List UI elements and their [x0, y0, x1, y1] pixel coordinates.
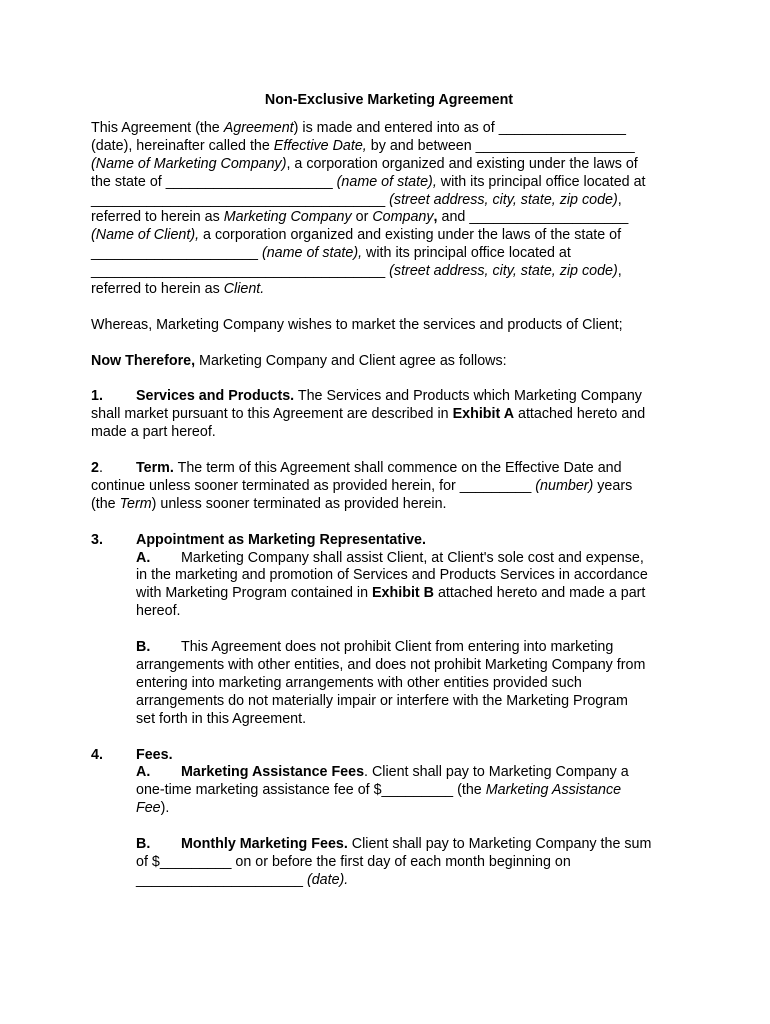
section-3b-line-2: arrangements with other entities, and does not prohibit Marketing Company from [136, 657, 646, 673]
subsection-heading: Marketing Assistance Fees [181, 764, 365, 781]
comma: , [433, 209, 438, 226]
term-marketing-assistance: Marketing Assistance [485, 782, 622, 799]
date-hint: (date). [306, 871, 349, 888]
text: attached hereto and made a part [433, 585, 646, 602]
section-3a-line-1 [136, 550, 687, 568]
intro-line-3 [91, 156, 687, 174]
text: The term of this Agreement shall commence on the Effective Date and [173, 460, 622, 477]
section-2-line-2 [91, 478, 687, 496]
text: referred to herein as [91, 281, 224, 298]
term-client: Client. [223, 281, 265, 298]
text: years [593, 477, 633, 494]
exhibit-a-ref: Exhibit A [452, 406, 515, 423]
text: Marketing Company and Client agree as follows: [195, 352, 507, 369]
address-blank: _____________________________________ [91, 191, 390, 208]
section-1 [91, 388, 687, 442]
term-term: Term [119, 495, 152, 512]
section-4b-line-2: of $_________ on or before the first day of each month beginning on [136, 853, 571, 870]
section-3b-line-1 [136, 639, 687, 657]
section-3-heading-line [91, 532, 687, 550]
section-number: 4. [91, 746, 103, 763]
state-blank: the state of _____________________ [91, 173, 337, 190]
name-hint: (Name of Marketing Company) [91, 155, 287, 172]
text: (date), hereinafter called the [91, 137, 274, 154]
section-3-b [136, 639, 687, 729]
date-blank: _____________________ [136, 871, 307, 888]
term-marketing-company: Marketing Company [223, 209, 352, 226]
state-blank: _____________________ [91, 245, 262, 262]
section-4b-line-1 [136, 836, 687, 854]
section-number: 3. [91, 531, 103, 548]
section-4b-line-3 [136, 872, 687, 890]
section-heading: Fees. [136, 746, 173, 763]
text: attached hereto and [514, 406, 646, 423]
intro-paragraph [91, 120, 687, 299]
section-1-line-3: made a part hereof. [91, 424, 216, 441]
intro-line-8 [91, 245, 687, 263]
document-title: Non-Exclusive Marketing Agreement [264, 92, 514, 108]
client-blank: and ____________________ [437, 209, 629, 226]
intro-line-9 [91, 263, 687, 281]
subsection-letter: A. [136, 764, 151, 781]
text: referred to herein as [91, 209, 224, 226]
section-4-a [136, 764, 687, 818]
text: with Marketing Program contained in [136, 585, 373, 602]
company-blank: by and between ____________________ [366, 137, 635, 154]
section-2-line-1 [91, 460, 687, 478]
section-4a-line-2 [136, 782, 687, 800]
intro-line-4 [91, 174, 687, 192]
subsection-heading: Monthly Marketing Fees. [181, 836, 348, 853]
client-hint: (Name of Client), [91, 227, 200, 244]
section-3a-line-3 [136, 585, 687, 603]
section-4-heading-line [91, 747, 687, 765]
text: Marketing Company shall assist Client, at Client's sole cost and expense, [181, 549, 644, 566]
text: Client shall pay to Marketing Company the sum [347, 836, 652, 853]
section-heading: Term. [136, 460, 174, 477]
intro-line-6 [91, 209, 687, 227]
text: , [617, 191, 622, 208]
term-company: Company [372, 209, 434, 226]
state-hint: (name of state), [261, 245, 363, 262]
text: The Services and Products which Marketing Company [294, 388, 642, 405]
term-agreement: Agreement [223, 119, 294, 136]
text: ) unless sooner terminated as provided herein. [151, 495, 447, 512]
text: , a corporation organized and existing under the laws of [286, 155, 638, 172]
fee-blank: one-time marketing assistance fee of $_________ (the [136, 782, 486, 799]
text: (the [91, 495, 120, 512]
text: ). [160, 800, 170, 817]
text: or [351, 209, 373, 226]
section-3 [91, 532, 687, 729]
text: with its principal office located at [362, 245, 571, 262]
intro-line-2 [91, 138, 687, 156]
address-blank: _____________________________________ [91, 263, 390, 280]
section-1-line-1 [91, 388, 687, 406]
section-number [91, 460, 136, 478]
section-dot: . [98, 460, 103, 477]
address-hint: (street address, city, state, zip code) [389, 263, 618, 280]
number-hint: (number) [535, 477, 594, 494]
term-effective-date: Effective Date, [273, 137, 367, 154]
now-therefore-label: Now Therefore, [91, 352, 196, 369]
section-3a-line-4: hereof. [136, 603, 181, 620]
text: . Client shall pay to Marketing Company a [364, 764, 629, 781]
intro-line-7 [91, 227, 687, 245]
section-1-line-2 [91, 406, 687, 424]
intro-line-5 [91, 192, 687, 210]
subsection-letter: B. [136, 836, 151, 853]
section-3b-line-4: arrangements do not materially impair or interfere with the Marketing Program [136, 692, 628, 709]
section-3b-line-3: entering into marketing arrangements with other entities provided such [136, 674, 582, 691]
section-4 [91, 747, 687, 890]
intro-line-10 [91, 281, 687, 299]
state-hint: (name of state), [336, 173, 437, 190]
section-heading: Services and Products. [136, 388, 295, 405]
address-hint: (street address, city, state, zip code) [389, 191, 618, 208]
date-blank: ) is made and entered into as of ________________ [293, 119, 626, 136]
whereas-paragraph: Whereas, Marketing Company wishes to market the services and products of Client; [91, 316, 623, 333]
section-4a-line-3 [136, 800, 687, 818]
section-2 [91, 460, 687, 514]
subsection-letter: B. [136, 639, 151, 656]
section-3a-line-2: in the marketing and promotion of Services and Products Services in accordance [136, 567, 648, 584]
text: , [617, 263, 622, 280]
number-blank: continue unless sooner terminated as provided herein, for _________ [91, 477, 536, 494]
text: with its principal office located at [436, 173, 646, 190]
text: shall market pursuant to this Agreement are described in [91, 406, 453, 423]
text: This Agreement (the [91, 119, 224, 136]
text: This Agreement does not prohibit Client from entering into marketing [181, 639, 614, 656]
section-digit: 2 [91, 460, 99, 477]
section-2-line-3 [91, 496, 687, 514]
section-number: 1. [91, 388, 103, 405]
section-heading: Appointment as Marketing Representative. [136, 531, 426, 548]
section-4a-line-1 [136, 764, 687, 782]
intro-line-1 [91, 120, 687, 138]
section-4-b [136, 836, 687, 890]
text: a corporation organized and existing under the laws of the state of [199, 227, 622, 244]
agreement-body [91, 92, 687, 890]
now-therefore-paragraph [91, 353, 687, 371]
section-3b-line-5: set forth in this Agreement. [136, 710, 307, 727]
subsection-letter: A. [136, 549, 151, 566]
term-fee: Fee [136, 800, 161, 817]
section-3-a [136, 550, 687, 622]
exhibit-b-ref: Exhibit B [372, 585, 434, 602]
